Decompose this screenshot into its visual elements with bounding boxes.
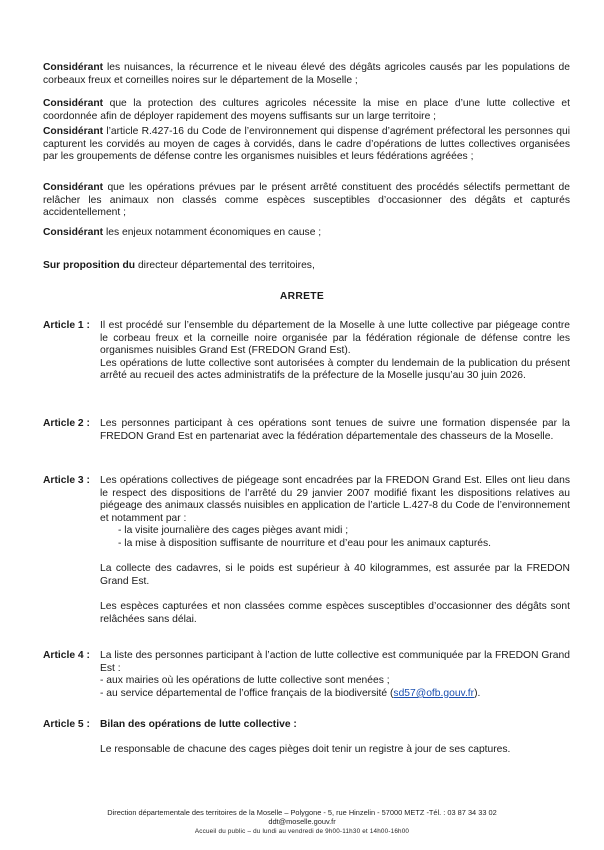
considerant-lead: Considérant	[43, 182, 104, 193]
list-item: - la mise à disposition suffisante de nourriture et d’eau pour les animaux capturés.	[118, 537, 491, 549]
list-item: - aux mairies où les opérations de lutte collective sont menées ;	[100, 675, 390, 687]
list-item: - la visite journalière des cages pièges avant midi ;	[118, 525, 349, 537]
article-4-body	[100, 650, 570, 700]
email-link[interactable]: sd57@ofb.gouv.fr	[393, 687, 475, 699]
article-paragraph: La collecte des cadavres, si le poids est supérieur à 40 kilogrammes, est assurée par la FREDON Grand Est.	[100, 563, 570, 587]
considerant-lead: Considérant	[43, 62, 104, 73]
considerant-paragraph	[43, 62, 570, 87]
considerant-text: les enjeux notamment économiques en cause ;	[103, 227, 322, 238]
considerant-text: que les opérations prévues par le présent arrêté constituent des procédés sélectifs permettant de relâcher les animaux non classés comme espèces susceptibles d’occasionner des dégâts et capturés accidentellement ;	[43, 182, 570, 219]
article-paragraph: Les opérations collectives de piégeage sont encadrées par la FREDON Grand Est. Elles ont lieu dans le respect des dispositions de l’arrêté du 29 janvier 2007 modifié fixant les dispositions relatives au piégeage des animaux classés nuisibles en application de l’article L.427-8 du Code de l’environnement et notamment par :	[100, 475, 570, 524]
arrete-title: ARRETE	[279, 291, 325, 302]
article-5-label: Article 5 :	[43, 719, 90, 730]
article-paragraph: Les personnes participant à ces opérations sont tenues de suivre une formation dispensée par la FREDON Grand Est en partenariat avec la fédération départementale des chasseurs de la Moselle.	[100, 418, 570, 442]
proposition-line	[43, 260, 570, 273]
article-3-body	[100, 475, 570, 626]
footer-email[interactable]: ddt@moselle.gouv.fr	[268, 817, 336, 827]
considerant-lead: Considérant	[43, 126, 104, 137]
article-2-body	[100, 418, 570, 443]
article-1-body	[100, 320, 570, 383]
considerant-paragraph	[43, 227, 570, 240]
page-footer	[0, 808, 604, 836]
article-paragraph: La liste des personnes participant à l’action de lutte collective est communiquée par la FREDON Grand Est :	[100, 650, 570, 674]
list-item: - au service départemental de l’office français de la biodiversité (sd57@ofb.gouv.fr).	[100, 687, 481, 699]
considerant-paragraph	[43, 98, 570, 123]
article-3-label: Article 3 :	[43, 475, 90, 486]
footer-address: Direction départementale des territoires de la Moselle – Polygone - 5, rue Hinzelin - 57000 METZ -Tél. : 03 87 34 33 02	[107, 808, 497, 817]
article-paragraph: Il est procédé sur l’ensemble du département de la Moselle à une lutte collective par piégeage contre le corbeau freux et la corneille noire organisée par la fédération régionale de défense contre les organismes nuisibles Grand Est (FREDON Grand Est).	[100, 320, 570, 357]
considerant-lead: Considérant	[43, 98, 104, 109]
considerant-text: que la protection des cultures agricoles nécessite la mise en place d’une lutte collective et coordonnée afin de déployer rapidement des moyens suffisants sur un large territoire ;	[43, 98, 570, 122]
article-2-label: Article 2 :	[43, 418, 90, 429]
considerant-text: les nuisances, la récurrence et le niveau élevé des dégâts agricoles causés par les populations de corbeaux freux et corneilles noires sur le département de la Moselle ;	[43, 62, 570, 86]
article-paragraph: Le responsable de chacune des cages pièges doit tenir un registre à jour de ses captures.	[100, 744, 511, 756]
article-paragraph: Les opérations de lutte collective sont autorisées à compter du lendemain de la publication du présent arrêté au recueil des actes administratifs de la préfecture de la Moselle jusqu’au 30 juin 2026.	[100, 357, 570, 382]
considerant-paragraph	[43, 182, 570, 220]
article-heading: Bilan des opérations de lutte collective :	[100, 719, 297, 730]
considerant-paragraph	[43, 126, 570, 164]
proposition-text: directeur départemental des territoires,	[135, 260, 315, 271]
article-1-label: Article 1 :	[43, 320, 90, 331]
article-4-label: Article 4 :	[43, 650, 90, 661]
proposition-lead: Sur proposition du	[43, 260, 136, 271]
considerant-text: l’article R.427-16 du Code de l’environnement qui dispense d’agrément préfectoral les personnes qui capturent les corvidés au moyen de cages à corvidés, dans le cadre d’opérations de luttes collectives organisées par les groupements de défense contre les organismes nuisibles et leurs fédérations agréées ;	[43, 126, 570, 163]
article-paragraph: Les espèces capturées et non classées comme espèces susceptibles d’occasionner des dégâts sont relâchées sans délai.	[100, 600, 570, 625]
article-5-body	[100, 719, 570, 757]
considerant-lead: Considérant	[43, 227, 104, 238]
footer-hours: Accueil du public – du lundi au vendredi de 9h00-11h30 et 14h00-16h00	[194, 827, 410, 835]
